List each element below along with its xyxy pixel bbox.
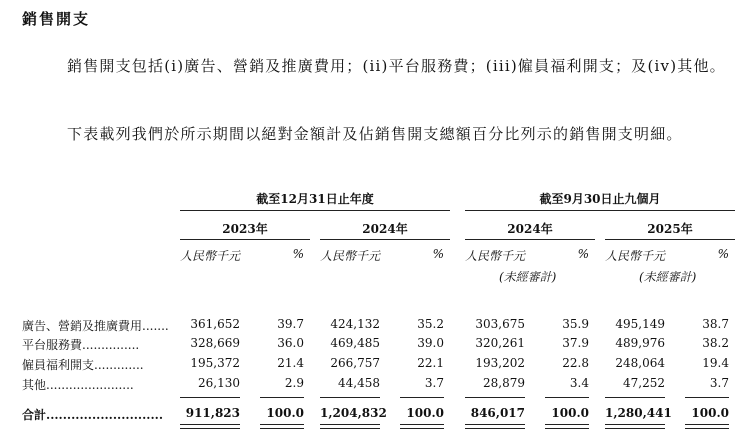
value-cell: 328,669 xyxy=(190,336,240,350)
double-underline xyxy=(465,424,525,429)
value-cell: 248,064 xyxy=(615,356,665,370)
section-heading: 銷售開支 xyxy=(22,10,91,28)
value-cell: 195,372 xyxy=(190,356,240,370)
value-cell: 26,130 xyxy=(198,376,240,390)
group-rule xyxy=(180,210,450,211)
value-cell: 35.2 xyxy=(417,317,444,331)
subtotal-rule xyxy=(545,397,589,398)
total-label: 合計............................ xyxy=(22,408,163,422)
subtotal-rule xyxy=(685,397,729,398)
value-cell: 3.4 xyxy=(569,376,589,390)
year-header: 2024年 xyxy=(507,222,553,236)
value-cell: 21.4 xyxy=(277,356,304,370)
value-cell: 2.9 xyxy=(284,376,304,390)
value-cell: 35.9 xyxy=(562,317,589,331)
value-cell: 36.0 xyxy=(277,336,304,350)
subtotal-rule xyxy=(260,397,304,398)
group-header-nine-months: 截至9月30日止九個月 xyxy=(539,192,661,206)
group-header-full-year: 截至12月31日止年度 xyxy=(256,192,374,206)
subtotal-rule xyxy=(605,397,665,398)
value-cell: 39.0 xyxy=(417,336,444,350)
unaudited-label: (未經審計) xyxy=(499,270,557,284)
value-cell: 424,132 xyxy=(330,317,380,331)
value-cell: 37.9 xyxy=(562,336,589,350)
total-value: 100.0 xyxy=(551,406,589,420)
value-cell: 3.7 xyxy=(709,376,729,390)
value-cell: 361,652 xyxy=(190,317,240,331)
total-value: 846,017 xyxy=(470,406,525,420)
year-rule xyxy=(605,239,735,240)
value-cell: 22.8 xyxy=(562,356,589,370)
double-underline xyxy=(400,424,444,429)
percent-label: % xyxy=(432,247,444,261)
percent-label: % xyxy=(717,247,729,261)
total-value: 911,823 xyxy=(185,406,240,420)
subtotal-rule xyxy=(465,397,525,398)
row-label: 廣告、營銷及推廣費用....... xyxy=(22,319,169,333)
value-cell: 495,149 xyxy=(615,317,665,331)
double-underline xyxy=(320,424,380,429)
total-value: 100.0 xyxy=(406,406,444,420)
total-value: 1,280,441 xyxy=(605,406,672,420)
year-header: 2024年 xyxy=(362,222,408,236)
value-cell: 47,252 xyxy=(623,376,665,390)
value-cell: 320,261 xyxy=(475,336,525,350)
value-cell: 193,202 xyxy=(475,356,525,370)
row-label: 其他....................... xyxy=(22,378,134,392)
value-cell: 3.7 xyxy=(424,376,444,390)
value-cell: 19.4 xyxy=(702,356,729,370)
total-value: 100.0 xyxy=(691,406,729,420)
intro-paragraph: 銷售開支包括(i)廣告、營銷及推廣費用；(ii)平台服務費；(iii)僱員福利開支；及(iv)其他。 xyxy=(67,57,726,75)
value-cell: 303,675 xyxy=(475,317,525,331)
double-underline xyxy=(685,424,729,429)
year-rule xyxy=(180,239,310,240)
unaudited-label: (未經審計) xyxy=(639,270,697,284)
currency-label: 人民幣千元 xyxy=(320,249,381,263)
year-rule xyxy=(465,239,595,240)
double-underline xyxy=(180,424,240,429)
percent-label: % xyxy=(577,247,589,261)
value-cell: 38.2 xyxy=(702,336,729,350)
value-cell: 39.7 xyxy=(277,317,304,331)
currency-label: 人民幣千元 xyxy=(605,249,666,263)
year-rule xyxy=(320,239,450,240)
row-label: 僱員福利開支............. xyxy=(22,358,144,372)
value-cell: 38.7 xyxy=(702,317,729,331)
subtotal-rule xyxy=(320,397,380,398)
group-rule xyxy=(465,210,735,211)
value-cell: 22.1 xyxy=(417,356,444,370)
subtotal-rule xyxy=(180,397,240,398)
value-cell: 44,458 xyxy=(338,376,380,390)
year-header: 2023年 xyxy=(222,222,268,236)
currency-label: 人民幣千元 xyxy=(180,249,241,263)
subtotal-rule xyxy=(400,397,444,398)
year-header: 2025年 xyxy=(647,222,693,236)
double-underline xyxy=(260,424,304,429)
percent-label: % xyxy=(292,247,304,261)
total-value: 1,204,832 xyxy=(320,406,387,420)
value-cell: 266,757 xyxy=(330,356,380,370)
value-cell: 28,879 xyxy=(483,376,525,390)
table-intro-paragraph: 下表載列我們於所示期間以絕對金額計及佔銷售開支總額百分比列示的銷售開支明細。 xyxy=(67,125,683,143)
value-cell: 469,485 xyxy=(330,336,380,350)
total-value: 100.0 xyxy=(266,406,304,420)
double-underline xyxy=(605,424,665,429)
value-cell: 489,976 xyxy=(615,336,665,350)
double-underline xyxy=(545,424,589,429)
currency-label: 人民幣千元 xyxy=(465,249,526,263)
row-label: 平台服務費............... xyxy=(22,338,140,352)
